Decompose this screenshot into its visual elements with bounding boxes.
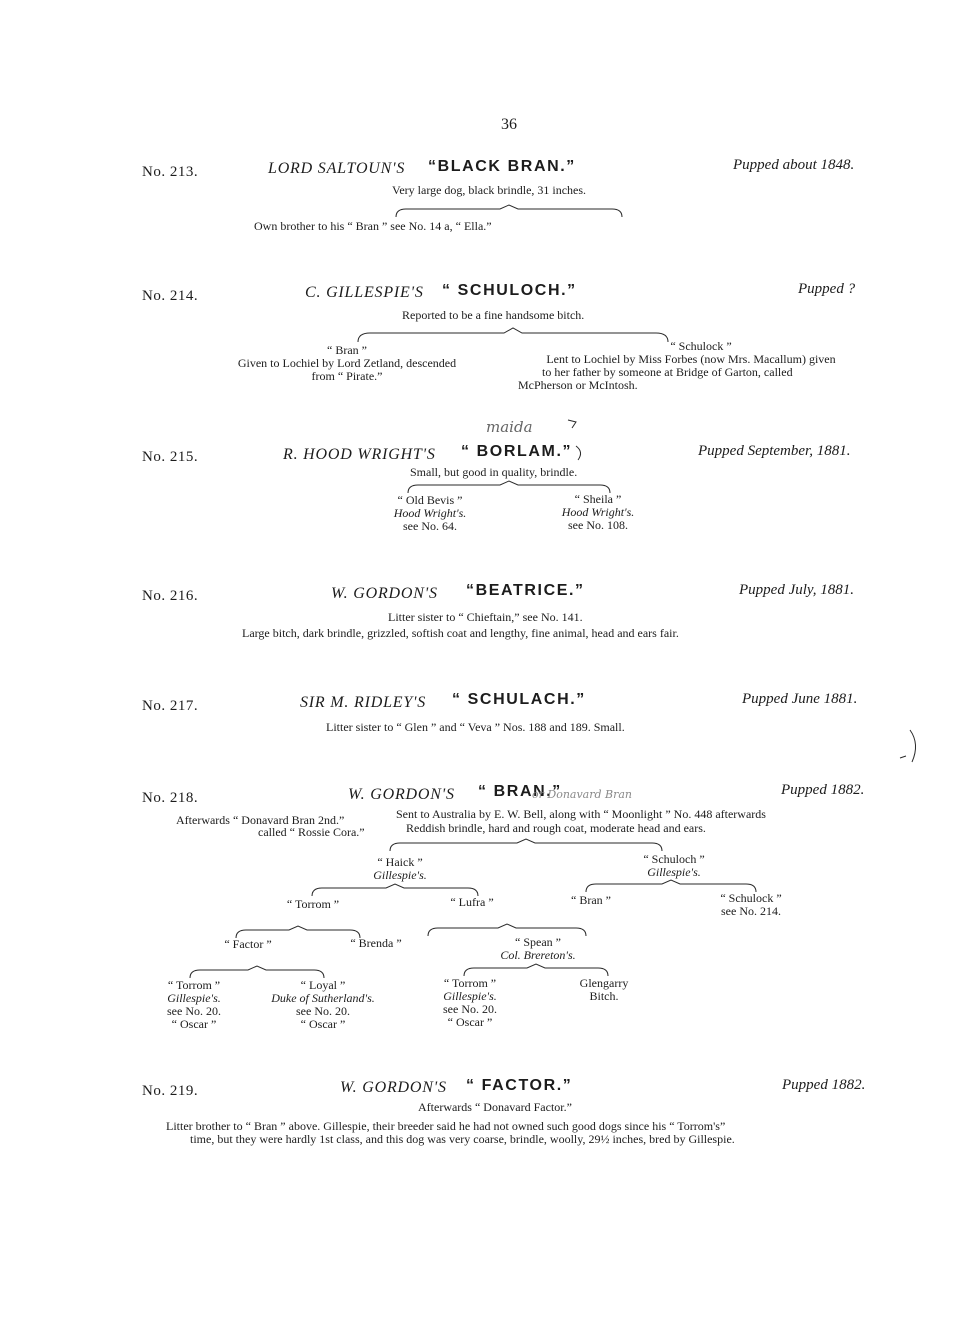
pedigree-dam: “ Lufra ” [450, 895, 494, 909]
dog-name: “ SCHULOCH.” [442, 282, 577, 299]
owner-name: R. HOOD WRIGHT'S [283, 446, 436, 463]
sire-ref: see No. 20. [167, 1004, 221, 1018]
dog-name: “ FACTOR.” [466, 1077, 573, 1094]
dog-name: “ SCHULACH.” [452, 691, 586, 708]
pedigree-sire [430, 977, 510, 1029]
pedigree-dam [258, 979, 388, 1031]
pupped-date: Pupped 1882. [781, 782, 865, 798]
sire-ref: see No. 20. [443, 1002, 497, 1016]
dam-note: Bitch. [589, 989, 619, 1003]
dam-name: “ Schuloch ” [643, 852, 705, 866]
owner-name: W. GORDON'S [340, 1079, 447, 1096]
description: Large bitch, dark brindle, grizzled, softish coat and lengthy, fine animal, head and ears fair. [242, 626, 679, 640]
pedigree-dam [566, 977, 642, 1003]
dam-name: “ Schulock ” [670, 339, 732, 353]
description: Litter sister to “ Glen ” and “ Veva ” Nos. 188 and 189. Small. [326, 720, 625, 734]
entry-number: No. 219. [142, 1083, 199, 1099]
margin-mark [896, 728, 926, 768]
dam-owner: Gillespie's. [647, 865, 701, 879]
description: Reported to be a fine handsome bitch. [402, 308, 585, 322]
sire-owner: Gillespie's. [167, 991, 221, 1005]
sire-name: “ Spean ” [515, 935, 561, 949]
dam-name: “ Loyal ” [300, 978, 346, 992]
description: Sent to Australia by E. W. Bell, along with “ Moonlight ” No. 448 afterwards [396, 807, 766, 821]
pedigree-brace [390, 839, 662, 853]
entry-number: No. 218. [142, 790, 199, 806]
sire-name: “ Torrom ” [443, 976, 497, 990]
sire-note: Given to Lochiel by Lord Zetland, descended [237, 356, 457, 370]
aside-note: called “ Rossie Cora.” [258, 825, 365, 839]
pedigree-sire: “ Bran ” [571, 893, 611, 907]
sire-sire: “ Oscar ” [171, 1017, 217, 1031]
pupped-date: Pupped July, 1881. [739, 582, 854, 598]
dam-owner: Hood Wright's. [561, 505, 635, 519]
description: Small, but good in quality, brindle. [410, 465, 578, 479]
description: Very large dog, black brindle, 31 inches. [392, 183, 587, 197]
dam-note: to her father by someone at Bridge of Garton, called [542, 365, 793, 379]
pedigree-sire: “ Torrom ” [286, 897, 340, 911]
entry-number: No. 216. [142, 588, 199, 604]
sire-owner: Gillespie's. [443, 989, 497, 1003]
dam-name: Glengarry [579, 976, 629, 990]
dam-entry [518, 340, 864, 392]
dam-ref: see No. 108. [568, 518, 628, 532]
page-number: 36 [501, 116, 517, 133]
pupped-date: Pupped about 1848. [733, 157, 855, 173]
owner-name: W. GORDON'S [331, 585, 438, 602]
pupped-date: Pupped 1882. [782, 1077, 866, 1093]
dog-name: “BEATRICE.” [466, 582, 585, 599]
sire-name: “ Torrom ” [167, 978, 221, 992]
description: Afterwards “ Donavard Factor.” [418, 1100, 572, 1114]
sire-note: from “ Pirate.” [311, 369, 383, 383]
pedigree-sire: “ Factor ” [224, 937, 272, 951]
pedigree-dam [706, 892, 796, 918]
dam-note: Lent to Lochiel by Miss Forbes (now Mrs. Macallum) given [546, 352, 836, 366]
sire-name: “ Bran ” [327, 343, 367, 357]
sire-entry [370, 494, 490, 533]
dam-sire: “ Oscar ” [300, 1017, 346, 1031]
owner-name: W. GORDON'S [348, 786, 455, 803]
pupped-date: Pupped ? [798, 281, 856, 297]
entry-number: No. 217. [142, 698, 199, 714]
dog-name: “BLACK BRAN.” [428, 158, 576, 175]
sire-name: “ Old Bevis ” [397, 493, 463, 507]
entry-number: No. 214. [142, 288, 199, 304]
pedigree-sire [156, 979, 232, 1031]
handwritten-annotation: maida [486, 418, 533, 436]
dam-name: “ Schulock ” [720, 891, 782, 905]
pupped-date: Pupped June 1881. [742, 691, 858, 707]
dam-name: “ Sheila ” [574, 492, 622, 506]
sire-name: “ Haick ” [377, 855, 423, 869]
entry-number: No. 215. [142, 449, 199, 465]
handwritten-annotation: or Donavard Bran [532, 788, 633, 801]
dam-owner: Duke of Sutherland's. [271, 991, 375, 1005]
pedigree-dam: “ Brenda ” [350, 936, 402, 950]
sire-owner: Col. Brereton's. [500, 948, 576, 962]
description: Own brother to his “ Bran ” see No. 14 a, “ Ella.” [254, 219, 492, 233]
dam-ref: see No. 20. [296, 1004, 350, 1018]
dam-note: McPherson or McIntosh. [518, 378, 638, 392]
dog-name: “ BORLAM.” [461, 443, 573, 460]
owner-name: SIR M. RIDLEY'S [300, 694, 427, 711]
description: Reddish brindle, hard and rough coat, moderate head and ears. [406, 821, 706, 835]
sire-sire: “ Oscar ” [447, 1015, 493, 1029]
pedigree-sire [360, 856, 440, 882]
aside-note: Afterwards “ Donavard Bran 2nd.” [176, 813, 345, 827]
sire-owner: Hood Wright's. [393, 506, 467, 520]
description: Litter brother to “ Bran ” above. Gillespie, their breeder said he had not owned such good dogs since his “ Torrom's” [166, 1119, 726, 1133]
pedigree-brace [396, 205, 622, 219]
dam-entry [542, 493, 654, 532]
pupped-date: Pupped September, 1881. [698, 443, 851, 459]
description: time, but they were hardly 1st class, and this dog was very coarse, brindle, woolly, 29½ inches, bred by Gillespie. [190, 1132, 735, 1146]
pedigree-dam [626, 853, 722, 879]
entry-number: No. 213. [142, 164, 199, 180]
sire-owner: Gillespie's. [373, 868, 427, 882]
pedigree-sire [488, 936, 588, 962]
dog-name: “ BRAN.” [478, 783, 562, 800]
owner-name: C. GILLESPIE'S [305, 284, 424, 301]
sire-ref: see No. 64. [403, 519, 457, 533]
owner-name: LORD SALTOUN'S [268, 160, 406, 177]
sire-entry [216, 344, 478, 383]
description: Litter sister to “ Chieftain,” see No. 141. [388, 610, 583, 624]
dam-ref: see No. 214. [721, 904, 781, 918]
